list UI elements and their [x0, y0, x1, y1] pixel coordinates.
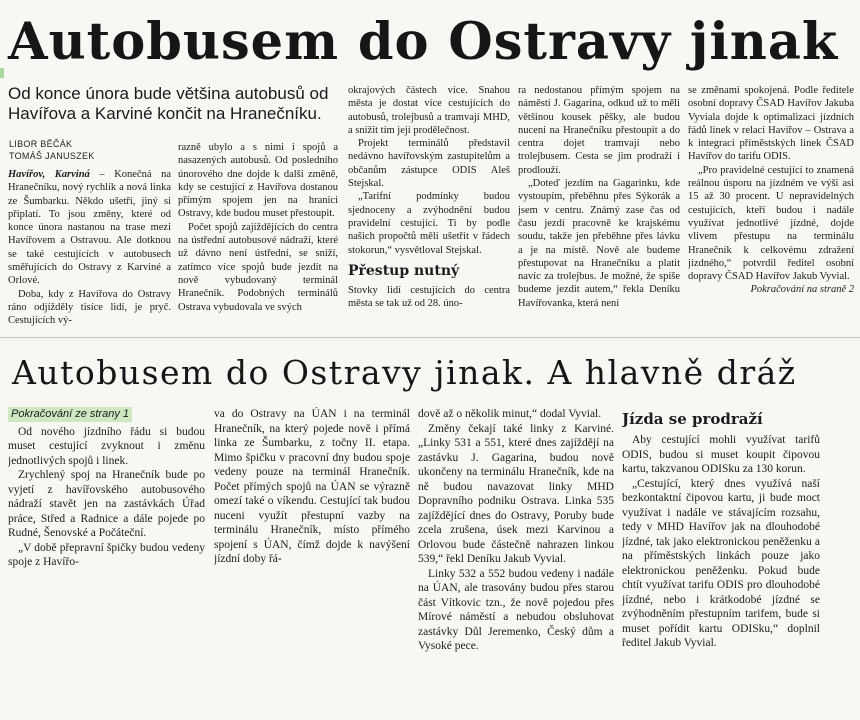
article-paragraph: „Doteď jezdím na Gagarinku, kde vystoupím, přeběhnu přes Sýkorák a jsem v centru. Známý zase čas od času jezdí pracovně ke krajskému soudu, takže jen přeběhne přes lávku a je na místě. Nově ale budeme přestupovat na Hranečníku a platit navíc za trolejbus. Je možné, že spíše budeme jezdit autem,“ řekla Deníku Havířovanka, která není: [518, 178, 680, 309]
article-column-2: [178, 141, 338, 334]
article-paragraph: Projekt terminálů představil nedávno havířovským zastupitelům a občanům zástupce ODIS Aleš Stejskal.: [348, 138, 510, 190]
paragraph-text: – Konečná na Hranečníku, nový rychlík a nová linka ze Šumbarku. Někdo ušetří, jiný si připlatí. To jsou změny, které od konce února nastanou na trase mezi Havířovem a Ostravou. Ale dotknou se také cestujících v autobusech směřujících do Ostravy z Karviné a Orlové.: [8, 169, 171, 287]
article-paragraph: Linky 532 a 552 budou vedeny i nadále na ÚAN, ale trasovány budou přes starou část Vítkovic tzn., že nově pojedou přes Mírové náměstí a nebudou obsluhovat zastávky Důl Jeremenko, Český dům a Vysoké pece.: [418, 567, 614, 652]
article-subheading: Jízda se prodraží: [622, 410, 763, 428]
article-headline: Autobusem do Ostravy jinak. A hlavně dráž: [12, 353, 797, 392]
article-headline: Autobusem do Ostravy jinak: [8, 12, 839, 72]
article-clipping-front: [0, 0, 860, 338]
article-paragraph: se změnami spokojená. Podle ředitele osobní dopravy ČSAD Havířov Jakuba Vyviala dojde k optimalizaci jízdních řádů linek v relaci Havířov – Ostrava a k integraci příměstských linek ČSAD Havířov do tarifu ODIS.: [688, 85, 854, 163]
article-column-4: [518, 84, 680, 334]
article-paragraph: Zrychlený spoj na Hranečník bude po vyjetí z havířovského autobusového nádraží stavět jen na zastávkách Úřad práce, Střed a Radnice a dále pojede po Rudné, Šenovské a Počáteční.: [8, 469, 205, 539]
article-dateline: Havířov, Karviná: [8, 169, 90, 180]
article-paragraph: [8, 168, 171, 288]
article-paragraph: „Cestující, který dnes využívá naší bezkontaktní čipovou kartu, ji bude moct využívat i nadále ve stávajícím rozsahu, tedy v MHD Havířov jak na dlouhodobé jízdné, tak jako elektronickou peněženku a na příměstských linkách pouze jako elektronickou peněženku. Pokud bude chtít využívat tarifu ODIS pro dlouhodobé jízdné, nebo i krátkodobé jízdné se zvýhodněním přestupním tarifem, bude si muset pořídit kartu ODISku,“ doplnil ředitel Jakub Vyvial.: [622, 477, 820, 649]
continuation-tag: Pokračování ze strany 1: [8, 407, 132, 422]
article-paragraph: okrajových částech více. Snahou města je dostat více cestujících do autobusů, trolejbusů a tramvají MHD, a snížit tím její prodělečnost.: [348, 85, 510, 136]
article-paragraph: va do Ostravy na ÚAN i na terminál Hranečník, na který pojede nově i přímá linka ze Šumbarku, z točny II. etapa. Mimo špičku v pracovní dny budou spoje vedeny pouze na terminál Hranečník. Počet přímých spojů na ÚAN se výrazně omezí také o víkendu. Cestující tak budou nuceni využít přestupní vazby na terminálu Hranečník, místo přímého spojení s ÚAN, čímž dojde k navýšení jízdní doby řá-: [214, 408, 410, 565]
article-column-1: [8, 168, 171, 334]
article-paragraph: ra nedostanou přímým spojem na náměstí J. Gagarina, odkud už to měli většinou kousek pěšky, ale budou nuceni na Hranečníku přestoupit a do centra dojet tramvají nebo trolejbusem. Cesta se jim prodraží i prodlouží.: [518, 85, 680, 176]
article-paragraph: Počet spojů zajíždějících do centra na ústřední autobusové nádraží, které už dávno není ústřední, se sníží, zatímco více spojů bude jezdit na nově vybudovaný terminál Hranečník. Podobných terminálů Ostrava vybudovala ve svých: [178, 221, 338, 313]
article-paragraph: Aby cestující mohli využívat tarifů ODIS, budou si muset koupit čipovou kartu, takzvanou ODISku za 130 korun.: [622, 434, 820, 475]
page-top-strip: [0, 0, 860, 10]
article-paragraph: „Pro pravidelné cestující to znamená reálnou úsporu na jízdném ve výši asi 15 až 30 procent. U nepravidelných cestujících, kteří budou i nadále využívat jednotlivé jízdné, dojde vlivem přestupu na terminálu Hranečník k celkovému zdražení jízdného,“ potvrdil ředitel osobní dopravy ČSAD Havířov Jakub Vyvial.: [688, 164, 854, 283]
article-paragraph: Stovky lidí cestujících do centra města se tak už od 28. úno-: [348, 284, 510, 310]
article-paragraph: Doba, kdy z Havířova do Ostravy ráno odjížděly tisíce lidí, je pryč. Cestujících vý-: [8, 288, 171, 327]
continued-note: Pokračování na straně 2: [750, 284, 854, 296]
article-subheading: Přestup nutný: [348, 262, 460, 279]
article-paragraph: „Tarifní podmínky budou sjednoceny a zvýhodnění budou pravidelní cestující. Ti by podle našich propočtů měli ušetřit v řádech stokorun,“ vysvětloval Stejskal.: [348, 191, 510, 256]
article-paragraph: dově až o několik minut,“ dodal Vyvial.: [418, 408, 602, 420]
article-column-3: [418, 407, 614, 719]
author-name: LIBOR BĚČÁK: [9, 139, 73, 149]
article-column-5: [688, 84, 854, 334]
article-lead: Od konce února bude většina autobusů od Havířova a Karviné končit na Hranečníku.: [8, 84, 329, 123]
article-paragraph: „V době přepravní špičky budou vedeny spoje z Havířo-: [8, 541, 205, 568]
article-clipping-continuation: [0, 341, 860, 720]
article-paragraph: Změny čekají také linky z Karviné. „Linky 531 a 551, které dnes zajíždějí na zastávku J. Gagarina, budou nově ukončeny na terminálu Hranečník, kde na ně budou navazovat linky MHD Dopravního podniku Ostrava. Linka 535 zajíždějící dnes do Ostravy, Poruby bude zcela zrušena, úsek mezi Karvinou a Orlovou bude částečně nahrazen linkou 539,“ řekl Deníku Jakub Vyvial.: [418, 422, 614, 565]
article-authors: [9, 138, 169, 162]
article-paragraph: Od nového jízdního řádu si budou muset cestující zvyknout i změnu jednotlivých spojů i linek.: [8, 425, 205, 467]
article-column-4: [622, 407, 820, 719]
author-name: TOMÁŠ JANUSZEK: [9, 151, 95, 161]
article-paragraph: razně ubylo a s nimi i spojů a nasazených autobusů. Od posledního únorového dne dojde k další změně, kdy se cestující z Havířova dostanou přímým spojem jen na hranici Ostravy, kde budou muset přestoupit.: [178, 142, 338, 220]
article-column-2: [214, 407, 410, 717]
article-column-3: [348, 84, 510, 334]
article-column-1: [8, 407, 205, 717]
highlight-mark: [0, 68, 4, 78]
